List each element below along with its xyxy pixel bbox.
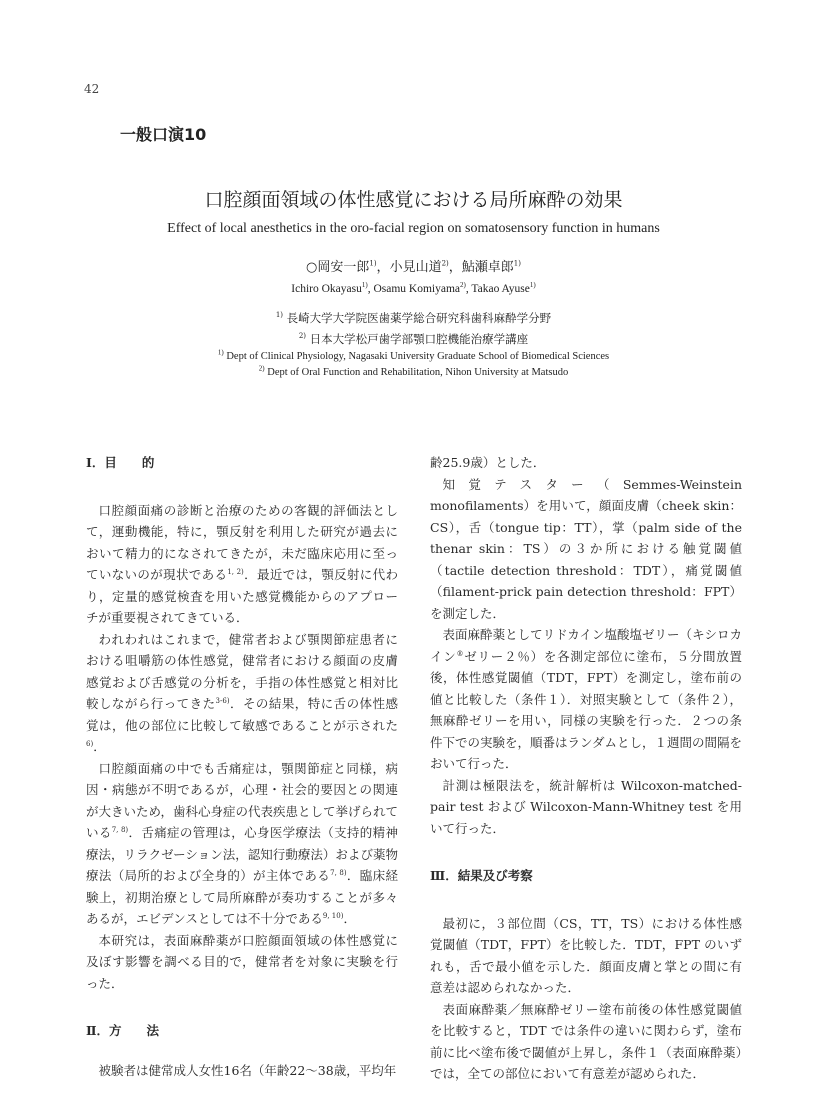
- paragraph: 知覚テスター（Semmes-Weinstein monofilaments）を用いて，顔面皮膚（cheek skin：CS），舌（tongue tip：TT），掌（palm side of the thenar skin：TS）の３か所における触覚閾値（tactile detection threshold：TDT），痛覚閾値（filament-prick pain detection threshold：FPT）を測定した．: [430, 476, 742, 621]
- affiliations-english: [0, 349, 827, 381]
- affiliation-mark: 1): [275, 311, 284, 320]
- citation: 3-6): [215, 696, 230, 705]
- section-heading-purpose: Ⅰ．目 的: [86, 455, 155, 470]
- paragraph: [86, 500, 398, 629]
- text: われわれはこれまで，健常者および顎関節症患者における咀嚼筋の体性感覚，健常者における顔面の皮膚感覚および舌感覚の分析を，手指の体性感覚と相対比較しながら行ってきた: [86, 631, 398, 711]
- left-column: [86, 452, 398, 1081]
- affiliation-line: [0, 329, 827, 350]
- paragraph: 被験者は健常成人女性16名（年齢22～38歳，平均年: [98, 1062, 397, 1078]
- separator: ，: [448, 260, 462, 275]
- separator: ,: [367, 283, 374, 295]
- separator: ,: [465, 283, 472, 295]
- affiliation-mark: 1): [217, 348, 224, 357]
- text: 口腔顔面痛の診断と治療のための客観的評価法として，運動機能，特に，顎反射を利用した研究が過去において精力的になされてきたが，未だ臨床応用に至っていないのが現状である: [86, 502, 398, 582]
- author-name: Ichiro Okayasu: [291, 283, 362, 295]
- text: ．臨床経験上，初期治療として局所麻酔が奏功することが多々あるが，エビデンスとしては不十分である: [86, 868, 398, 926]
- paragraph: [430, 624, 742, 775]
- paragraph: 表面麻酔薬／無麻酔ゼリー塗布前後の体性感覚閾値を比較すると，TDT では条件の違いに関わらず，塗布前に比べ塗布後で閾値が上昇し，条件１（表面麻酔薬）では，全ての部位において有意差が認められた．: [430, 1001, 742, 1081]
- affiliation-line: [0, 308, 827, 329]
- affiliation-mark: 1): [513, 259, 521, 268]
- text: ．その結果，特に舌の体性感覚は，他の部位に比較して敏感であることが示された: [86, 696, 398, 733]
- section-heading-results: Ⅲ．結果及び考察: [430, 868, 533, 883]
- paragraph: 齢25.9歳）とした．: [430, 455, 546, 470]
- affiliation-mark: 1): [529, 281, 536, 290]
- citation: 1, 2): [227, 567, 244, 576]
- authors-english: [0, 283, 827, 295]
- paragraph: 計測は極限法を，統計解析は Wilcoxon-matched-pair test および Wilcoxon-Mann-Whitney test を用いて行った．: [430, 777, 742, 836]
- text: 表面麻酔薬としてリドカイン塩酸塩ゼリー（キシロカイン: [430, 627, 742, 664]
- title-japanese: 口腔顔面領域の体性感覚における局所麻酔の効果: [204, 189, 623, 211]
- citation: 6): [86, 739, 94, 748]
- affiliation-text: 長崎大学大学院医歯薬学総合研究科歯科麻酔学分野: [286, 311, 552, 325]
- text: ．: [343, 911, 356, 926]
- title-english: Effect of local anesthetics in the oro-facial region on somatosensory function in humans: [167, 221, 660, 236]
- affiliation-mark: 1): [361, 281, 368, 290]
- text: ．: [93, 739, 106, 754]
- affiliation-mark: 2): [258, 364, 265, 373]
- affiliation-mark: 2): [460, 281, 466, 290]
- paragraph: [86, 629, 398, 758]
- affiliation-text: 日本大学松戸歯学部顎口腔機能治療学講座: [309, 332, 529, 346]
- author-name: Osamu Komiyama: [373, 283, 460, 295]
- session-label: 一般口演10: [120, 125, 207, 144]
- paragraph: 本研究は，表面麻酔薬が口腔顔面領域の体性感覚に及ぼす影響を調べる目的で，健常者を対象に実験を行った．: [86, 932, 398, 991]
- affiliation-mark: 1): [369, 259, 377, 268]
- separator: ，: [376, 260, 390, 275]
- author-name: 鮎瀬卓郎: [461, 260, 514, 275]
- authors-japanese: [0, 256, 827, 275]
- text: ．舌痛症の管理は，心身医学療法（支持的精神療法，リラクゼーション法，認知行動療法）および薬物療法（局所的および全身的）が主体である: [86, 825, 398, 883]
- affiliation-line: [0, 349, 827, 365]
- text: 口腔顔面痛の中でも舌痛症は，顎関節症と同様，病因・病態が不明であるが，心理・社会的要因との関連が大きいため，歯科心身症の代表疾患として挙げられている: [86, 760, 399, 840]
- citation: 7, 8): [111, 825, 129, 834]
- author-name: 小見山道: [389, 260, 442, 275]
- author-name: Takao Ayuse: [471, 283, 530, 295]
- text: ゼリー２％）を各測定部位に塗布，５分間放置後，体性感覚閾値（TDT，FPT）を測定し，塗布前の値と比較した（条件１）．対照実験として（条件２），無麻酔ゼリーを用い，同様の実験を行った．２つの条件下での実験を，順番はランダムとし，１週間の間隔をおいて行った．: [430, 648, 743, 771]
- paragraph: [86, 758, 398, 930]
- registered-mark: ®: [456, 649, 464, 658]
- page-number: 42: [84, 82, 100, 96]
- section-heading-methods: Ⅱ．方 法: [86, 1023, 160, 1038]
- affiliation-mark: 2): [298, 332, 307, 341]
- citation: 7, 8): [330, 868, 347, 877]
- affiliations-japanese: [0, 308, 827, 350]
- author-name: ○岡安一郎: [306, 260, 370, 275]
- paragraph: 最初に，３部位間（CS，TT，TS）における体性感覚閾値（TDT，FPT）を比較した．TDT，FPT のいずれも，舌で最小値を示した．顔面皮膚と掌との間に有意差は認められなかった．: [430, 915, 742, 995]
- affiliation-line: [0, 365, 827, 381]
- affiliation-text: Dept of Oral Function and Rehabilitation, Nihon University at Matsudo: [267, 367, 569, 378]
- right-column: [430, 452, 742, 1085]
- affiliation-mark: 2): [441, 259, 449, 268]
- citation: 9, 10): [322, 911, 344, 920]
- affiliation-text: Dept of Clinical Physiology, Nagasaki University Graduate School of Biomedical Sciences: [226, 351, 610, 362]
- text: ．最近では，顎反射に代わり，定量的感覚検査を用いた感覚機能からのアプローチが重要視されてきている．: [86, 567, 398, 625]
